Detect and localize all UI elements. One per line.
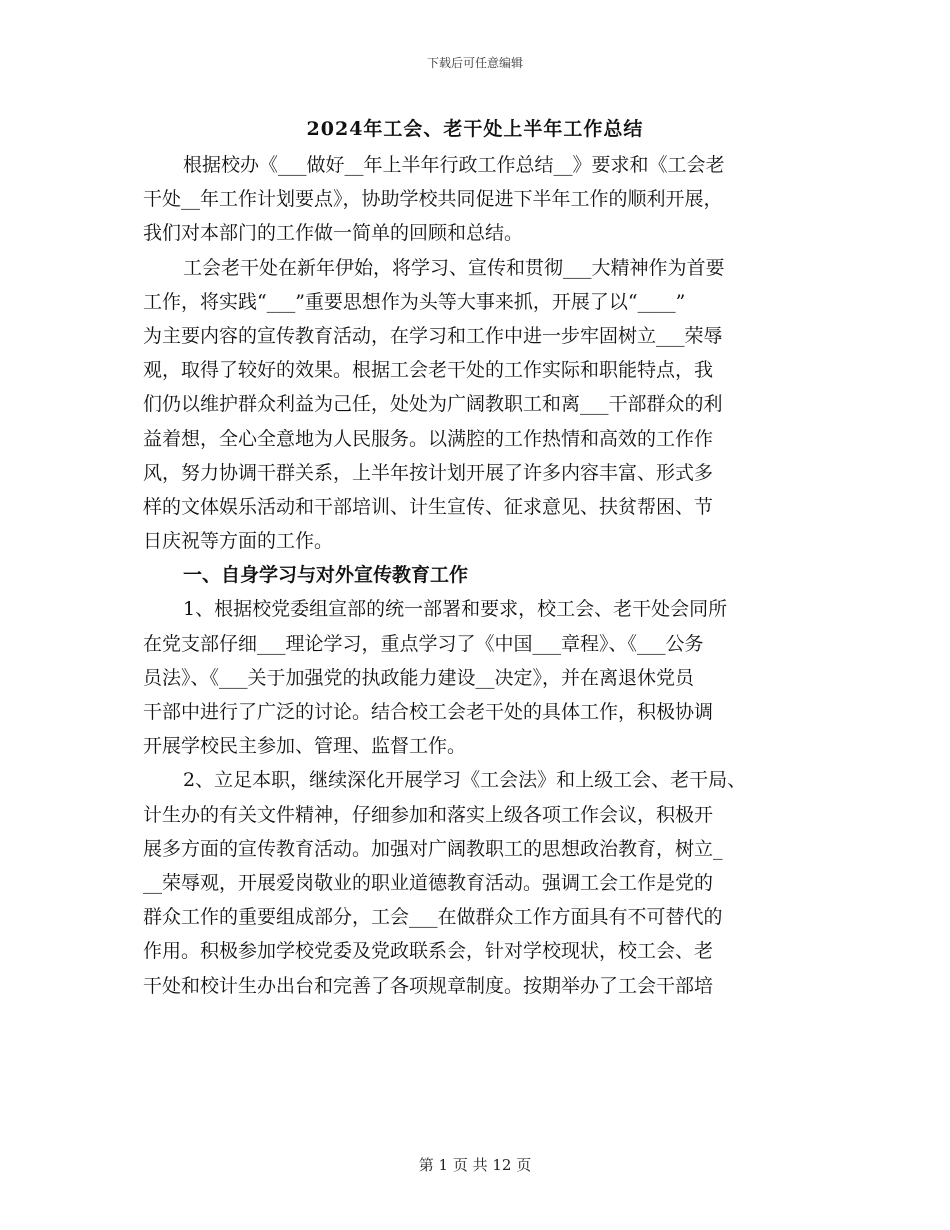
body-text-line: 日庆祝等方面的工作。 (143, 530, 334, 553)
body-text-line: __荣辱观，开展爱岗敬业的职业道德教育活动。强调工会工作是党的 (143, 871, 714, 894)
body-text-line: 干处和校计生办出台和完善了各项规章制度。按期举办了工会干部培 (143, 974, 714, 997)
body-text-line: 干部中进行了广泛的讨论。结合校工会老干处的具体工作，积极协调 (143, 701, 714, 723)
body-text-line: 我们对本部门的工作做一简单的回顾和总结。 (143, 222, 524, 245)
body-text-line: 干处__年工作计划要点》，协助学校共同促进下半年工作的顺利开展， (143, 188, 723, 211)
body-text-line: 1、根据校党委组宣部的统一部署和要求，校工会、老干处会同所 (183, 598, 728, 621)
body-text-line: 益着想，全心全意地为人民服务。以满腔的工作热情和高效的工作作 (143, 427, 714, 450)
body-text-line: 观，取得了较好的效果。根据工会老干处的工作实际和职能特点，我 (143, 359, 714, 382)
body-text-line: 在党支部仔细___理论学习，重点学习了《中国___章程》、《___公务 (143, 632, 704, 655)
body-text-line: 作用。积极参加学校党委及党政联系会，针对学校现状，校工会、老 (143, 940, 714, 963)
body-text-line: 样的文体娱乐活动和干部培训、计生宣传、征求意见、扶贫帮困、节 (143, 495, 714, 518)
page-number-footer: 第 1 页 共 12 页 (418, 1156, 532, 1174)
body-text-line: 们仍以维护群众利益为己任，处处为广阔教职工和离___干部群众的利 (143, 393, 723, 416)
body-text-line: 2、立足本职，继续深化开展学习《工会法》和上级工会、老干局、 (183, 769, 747, 792)
document-body (143, 148, 815, 1003)
body-text-line: 工会老干处在新年伊始，将学习、宣传和贯彻___大精神作为首要 (183, 256, 725, 279)
body-text-line: 群众工作的重要组成部分，工会___在做群众工作方面具有不可替代的 (143, 906, 723, 929)
body-text-line: 风，努力协调干群关系，上半年按计划开展了许多内容丰富、形式多 (143, 461, 714, 484)
header-note: 下载后可任意编辑 (426, 56, 523, 70)
body-text-line: 员法》、《___关于加强党的执政能力建设__决定》，并在离退休党员 (143, 666, 695, 689)
body-text-line: 工作，将实践“___”重要思想作为头等大事来抓，开展了以“____” (143, 290, 686, 313)
body-text-line: 为主要内容的宣传教育活动，在学习和工作中进一步牢固树立___荣辱 (143, 324, 723, 347)
document-title: 2024年工会、老干处上半年工作总结 (306, 118, 644, 140)
body-text-line: 开展学校民主参加、管理、监督工作。 (143, 735, 467, 758)
section-heading: 一、自身学习与对外宣传教育工作 (183, 564, 469, 587)
body-text-line: 计生办的有关文件精神，仔细参加和落实上级各项工作会议，积极开 (143, 803, 714, 826)
body-text-line: 根据校办《___做好__年上半年行政工作总结__》要求和《工会老 (183, 154, 725, 176)
body-text-line: 展多方面的宣传教育活动。加强对广阔教职工的思想政治教育，树立_ (143, 837, 723, 860)
